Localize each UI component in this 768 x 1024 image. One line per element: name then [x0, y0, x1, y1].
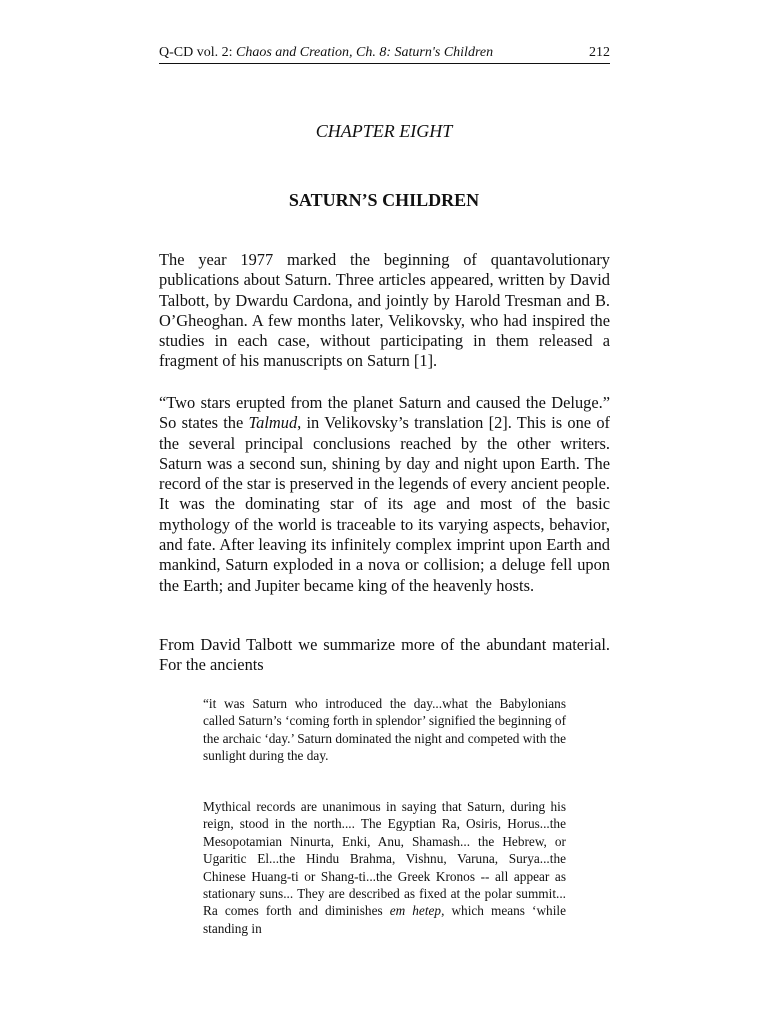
- paragraph-3: From David Talbott we summarize more of the abundant material. For the ancients: [159, 635, 610, 675]
- page-number: 212: [589, 45, 610, 60]
- block-quote-2: Mythical records are unanimous in saying that Saturn, during his reign, stood in the north.... The Egyptian Ra, Osiris, Horus...the Mesopotamian Ninurta, Enki, Anu, Shamash... the Hebrew, or Ugaritic El...the Hindu Brahma, Vishnu, Varuna, Surya...the Chinese Huang-ti or Shang-ti...the Greek Kronos -- all appear as stationary suns... They are described as fixed at the polar summit... Ra comes forth and diminishes em hetep, which means ‘while standing in: [203, 799, 566, 936]
- chapter-label: CHAPTER EIGHT: [315, 121, 453, 141]
- em-hetep-italic: em hetep: [389, 903, 442, 919]
- running-header: [159, 44, 610, 64]
- block-quote-1: “it was Saturn who introduced the day...what the Babylonians called Saturn’s ‘coming forth in splendor’ signified the beginning of the archaic ‘day.’ Saturn dominated the night and competed with the sunlight during the day.: [203, 696, 566, 764]
- running-header-italic: Chaos and Creation, Ch. 8: Saturn's Children: [236, 45, 494, 60]
- paragraph-1: The year 1977 marked the beginning of quantavolutionary publications about Saturn. Three articles appeared, written by David Talbott, by Dwardu Cardona, and jointly by Harold Tresman and B. O’Gheoghan. A few months later, Velikovsky, who had inspired the studies in each case, without participating in them released a fragment of his manuscripts on Saturn [1].: [159, 250, 610, 371]
- talmud-italic: Talmud: [248, 413, 298, 433]
- running-header-title: Q-CD vol. 2: Chaos and Creation, Ch. 8: Saturn's Children: [159, 45, 494, 60]
- paragraph-2: “Two stars erupted from the planet Saturn and caused the Deluge.” So states the Talmud, in Velikovsky’s translation [2]. This is one of the several principal conclusions reached by the other writers. Saturn was a second sun, shining by day and night upon Earth. The record of the star is preserved in the legends of every ancient people. It was the dominating star of its age and most of the basic mythology of the world is traceable to its varying aspects, behavior, and fate. After leaving its infinitely complex imprint upon Earth and mankind, Saturn exploded in a nova or collision; a deluge fell upon the Earth; and Jupiter became king of the heavenly hosts.: [159, 393, 611, 595]
- chapter-title: SATURN’S CHILDREN: [288, 190, 480, 210]
